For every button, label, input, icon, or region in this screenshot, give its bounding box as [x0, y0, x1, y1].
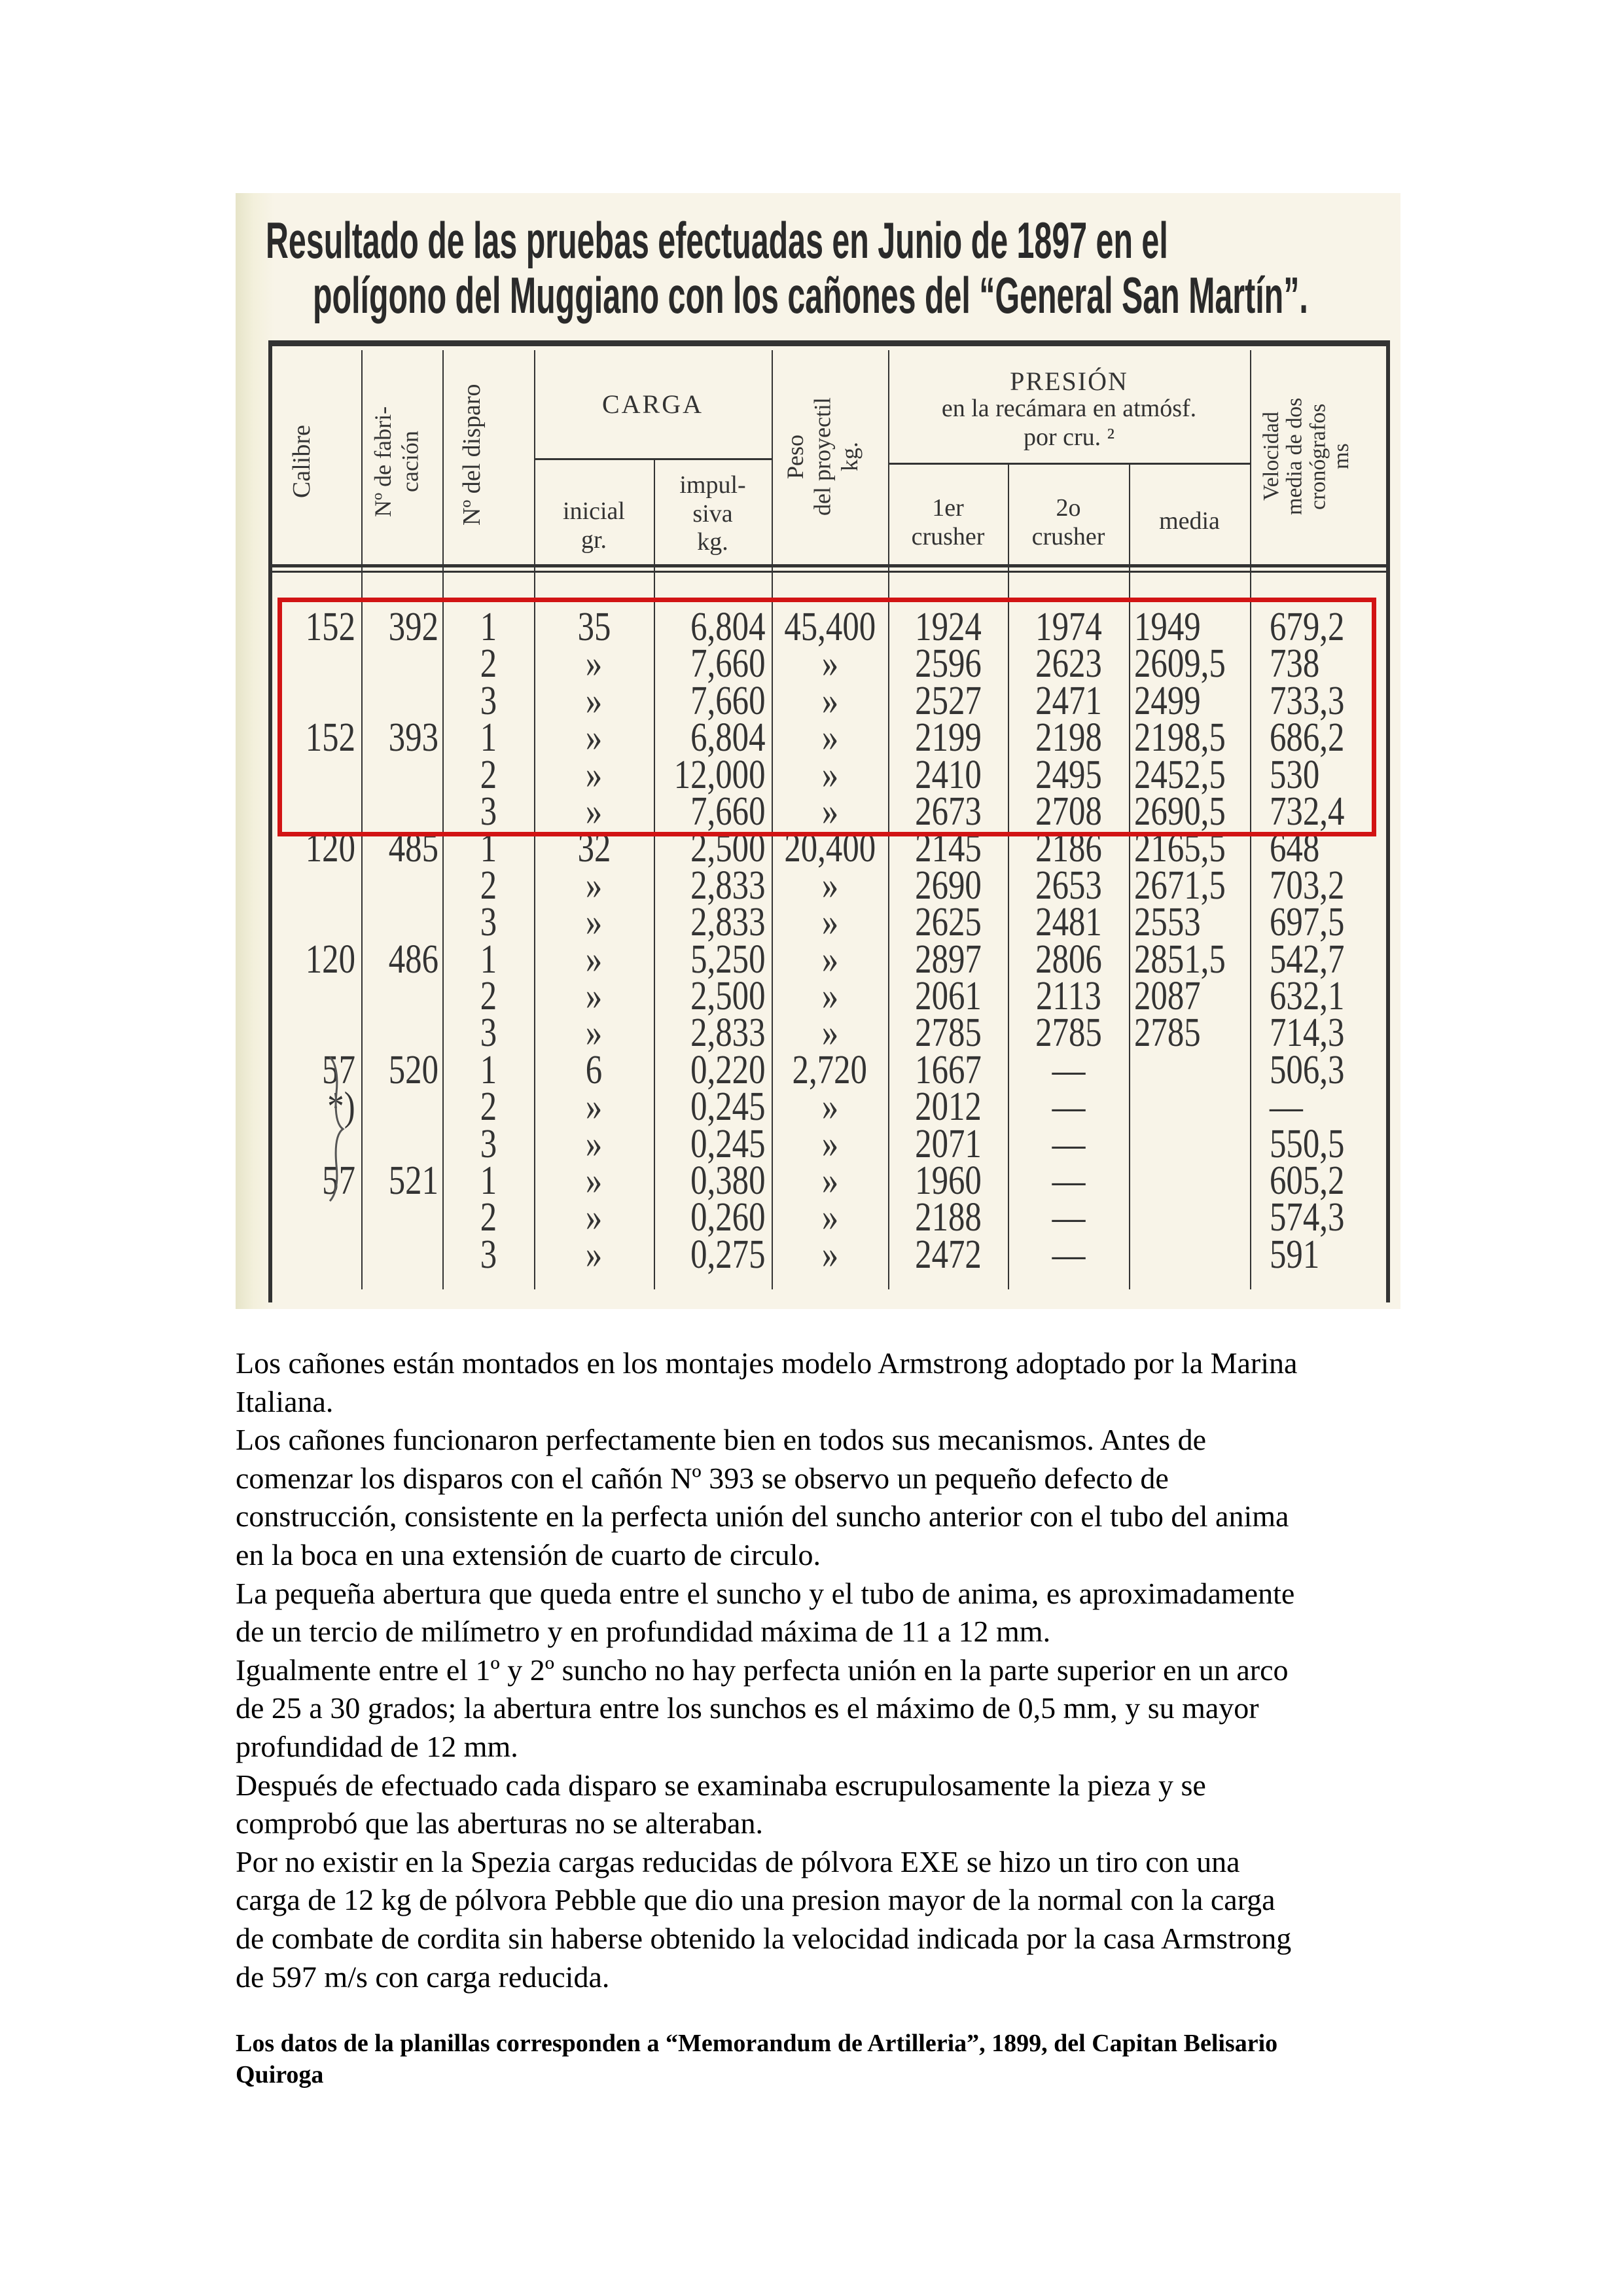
cell-value: 2012 [914, 1085, 982, 1130]
cell-crusher-2 [1008, 937, 1129, 982]
cell-value: 2481 [1035, 900, 1102, 945]
header-fabricacion: Nº de fabri- cación [370, 406, 423, 517]
cell-value: 2 [480, 974, 497, 1018]
cell-value: 0,260 [690, 1195, 765, 1240]
cell-value: 0,220 [690, 1047, 765, 1092]
cell-value: 2897 [914, 937, 982, 982]
cell-carga-impulsiva [654, 863, 765, 908]
cell-crusher-1 [888, 863, 1008, 908]
body-line: en la boca en una extensión de cuarto de circulo. [236, 1537, 821, 1571]
cell-carga-inicial [534, 1121, 654, 1166]
cell-value: 697,5 [1270, 900, 1345, 945]
header-velocidad: Velocidad media de dos cronógrafos ms [1259, 397, 1354, 516]
cell-crusher-2 [1008, 1011, 1129, 1056]
cell-value: » [821, 974, 838, 1018]
cell-carga-inicial [534, 900, 654, 945]
body-line: Después de efectuado cada disparo se examinaba escrupulosamente la pieza y se [236, 1768, 1206, 1802]
header-calibre: Calibre [288, 425, 315, 498]
cell-value: 2653 [1035, 863, 1102, 908]
cell-value: » [585, 1121, 603, 1166]
footnote-line: Quiroga [236, 2061, 324, 2089]
cell-value: 550,5 [1270, 1121, 1345, 1166]
body-line: construcción, consistente en la perfecta unión del suncho anterior con el tubo del anima [236, 1499, 1289, 1534]
cell-crusher-1 [888, 1232, 1008, 1277]
cell-value: 2499 [1134, 678, 1201, 723]
cell-value: 1949 [1134, 605, 1201, 649]
cell-carga-impulsiva [654, 900, 765, 945]
cell-value: » [821, 1085, 838, 1130]
cell-value: 6 [585, 1047, 603, 1092]
cell-value: » [585, 715, 603, 761]
cell-value: » [821, 641, 838, 687]
cell-value: 0,245 [690, 1085, 765, 1130]
cell-value: 2851,5 [1134, 937, 1226, 982]
body-paragraphs [236, 1344, 1414, 1996]
cell-value: 485 [388, 826, 438, 871]
body-line: profundidad de 12 mm. [236, 1729, 518, 1763]
cell-value: 2,833 [690, 900, 765, 945]
cell-carga-impulsiva [654, 1232, 765, 1277]
cell-value: 0,380 [690, 1158, 765, 1203]
footnote-line: Los datos de la planillas corresponden a “Memorandum de Artilleria”, 1899, del Capitan Belisario [236, 2030, 1278, 2057]
cell-crusher-2 [1008, 1085, 1129, 1130]
cell-crusher-2 [1008, 1195, 1129, 1240]
header-impulsiva: impul- siva kg. [679, 471, 746, 556]
cell-value: 1 [480, 826, 497, 871]
cell-value: 1924 [914, 605, 982, 649]
cell-value: 520 [388, 1047, 438, 1092]
cell-velocidad [1250, 1195, 1387, 1240]
cell-value: 6,804 [690, 715, 765, 761]
header-presion: PRESIÓN [1010, 367, 1128, 396]
cell-value: 12,000 [673, 752, 766, 797]
cell-fabricacion [361, 1047, 438, 1092]
cell-value: » [821, 752, 838, 797]
cell-carga-impulsiva [654, 1011, 765, 1056]
cell-value: 3 [480, 1121, 497, 1166]
cell-peso-proyectil [772, 1232, 888, 1277]
cell-value: 703,2 [1270, 863, 1345, 908]
cell-carga-inicial [534, 863, 654, 908]
cell-value: *) [327, 1085, 355, 1130]
cell-value: 714,3 [1270, 1011, 1345, 1056]
cell-value: » [585, 1085, 603, 1130]
cell-value: » [821, 1121, 838, 1166]
cell-velocidad [1250, 937, 1387, 982]
cell-value: 7,660 [690, 789, 765, 834]
cell-value: 2671,5 [1134, 863, 1226, 908]
cell-value: 2113 [1035, 974, 1101, 1018]
cell-crusher-1 [888, 1047, 1008, 1092]
cell-value: 120 [305, 826, 355, 871]
cell-disparo [442, 1232, 534, 1277]
cell-carga-inicial [534, 1085, 654, 1130]
cell-velocidad [1250, 900, 1387, 945]
body-line: Italiana. [236, 1384, 334, 1418]
cell-value: 605,2 [1270, 1158, 1345, 1203]
cell-carga-inicial [534, 1047, 654, 1092]
cell-value: 152 [305, 605, 355, 649]
cell-fabricacion [361, 1158, 438, 1203]
cell-value: 2471 [1035, 678, 1102, 723]
cell-value: 2,833 [690, 863, 765, 908]
table-title-line-1: Resultado de las pruebas efectuadas en Junio de 1897 en el [266, 211, 1168, 269]
cell-value: 2 [480, 641, 497, 687]
cell-value: — [1270, 1085, 1303, 1130]
cell-value: 2708 [1035, 789, 1102, 834]
cell-value: 45,400 [784, 605, 876, 649]
cell-crusher-1 [888, 937, 1008, 982]
cell-value: 2596 [914, 641, 982, 687]
cell-carga-inicial [534, 1158, 654, 1203]
cell-crusher-2 [1008, 974, 1129, 1018]
cell-value: » [585, 974, 603, 1018]
cell-carga-impulsiva [654, 1047, 765, 1092]
cell-value: 2 [480, 1195, 497, 1240]
cell-value: 2186 [1035, 826, 1102, 871]
cell-value: 3 [480, 678, 497, 723]
presion-sub-rule [888, 463, 1250, 465]
cell-value: 2145 [914, 826, 982, 871]
cell-disparo [442, 863, 534, 908]
cell-value: 738 [1270, 641, 1320, 687]
cell-velocidad [1250, 1158, 1387, 1203]
header-rule [270, 571, 1389, 573]
cell-value: 2527 [914, 678, 982, 723]
cell-value: 2087 [1134, 974, 1201, 1018]
cell-value: 2 [480, 863, 497, 908]
header-presion_sub: en la recámara en atmósf. por cru. ² [941, 395, 1197, 451]
cell-value: 2690,5 [1134, 789, 1226, 834]
cell-carga-impulsiva [654, 1085, 765, 1130]
cell-crusher-2 [1008, 1158, 1129, 1203]
cell-value: » [585, 752, 603, 797]
cell-carga-inicial [534, 1232, 654, 1277]
cell-value: 2452,5 [1134, 752, 1226, 797]
cell-disparo [442, 1047, 534, 1092]
cell-value: 2785 [1035, 1011, 1102, 1056]
cell-value: » [821, 1195, 838, 1240]
cell-value: 2199 [914, 715, 982, 761]
header-media: media [1159, 507, 1220, 535]
cell-peso-proyectil [772, 1085, 888, 1130]
cell-value: 7,660 [690, 678, 765, 723]
table-left-border [268, 340, 272, 1302]
cell-value: 2,500 [690, 974, 765, 1018]
cell-value: 152 [305, 715, 355, 761]
cell-value: 542,7 [1270, 937, 1345, 982]
table-top-border [270, 340, 1389, 346]
body-line: de 25 a 30 grados; la abertura entre los sunchos es el máximo de 0,5 mm, y su mayor [236, 1691, 1259, 1725]
body-line: Los cañones funcionaron perfectamente bien en todos sus mecanismos. Antes de [236, 1423, 1207, 1457]
cell-value: 2785 [1134, 1011, 1201, 1056]
cell-crusher-1 [888, 900, 1008, 945]
cell-velocidad [1250, 974, 1387, 1018]
cell-value: 2198 [1035, 715, 1102, 761]
body-line: Igualmente entre el 1º y 2º suncho no hay perfecta unión en la parte superior en un arco [236, 1653, 1289, 1687]
cell-crusher-2 [1008, 1232, 1129, 1277]
cell-presion-media [1129, 974, 1250, 1018]
cell-carga-impulsiva [654, 1158, 765, 1203]
cell-value: » [821, 1011, 838, 1056]
cell-value: 1 [480, 1158, 497, 1203]
cell-value: » [585, 641, 603, 687]
cell-value: 574,3 [1270, 1195, 1345, 1240]
cell-carga-impulsiva [654, 974, 765, 1018]
header-peso: Peso del proyectil kg. [782, 397, 863, 516]
body-line: carga de 12 kg de pólvora Pebble que dio una presion mayor de la normal con la carga [236, 1883, 1275, 1917]
cell-value: 686,2 [1270, 715, 1345, 761]
cell-value: 1 [480, 1047, 497, 1092]
cell-value: 521 [388, 1158, 438, 1203]
cell-crusher-1 [888, 1121, 1008, 1166]
header-crusher1: 1er crusher [911, 494, 985, 550]
cell-value: » [585, 1011, 603, 1056]
cell-value: 2785 [914, 1011, 982, 1056]
cell-value: » [821, 937, 838, 982]
highlight-rectangle [277, 598, 1376, 836]
cell-value: 591 [1270, 1232, 1320, 1277]
cell-carga-inicial [534, 1195, 654, 1240]
cell-velocidad [1250, 1085, 1387, 1130]
cell-peso-proyectil [772, 937, 888, 982]
cell-value: — [1052, 1158, 1085, 1203]
cell-value: 506,3 [1270, 1047, 1345, 1092]
cell-presion-media [1129, 900, 1250, 945]
source-footnote [236, 2028, 1414, 2090]
table-title-line-2: polígono del Muggiano con los cañones del “General San Martín”. [313, 266, 1308, 324]
cell-value: 7,660 [690, 641, 765, 687]
cell-value: 733,3 [1270, 678, 1345, 723]
cell-presion-media [1129, 1011, 1250, 1056]
cell-crusher-1 [888, 1158, 1008, 1203]
cell-velocidad [1250, 1121, 1387, 1166]
cell-value: 57 [322, 1158, 355, 1203]
cell-value: » [821, 900, 838, 945]
header-crusher2: 2o crusher [1031, 494, 1105, 550]
cell-presion-media [1129, 863, 1250, 908]
cell-value: 1974 [1035, 605, 1102, 649]
cell-value: 2061 [914, 974, 982, 1018]
cell-crusher-1 [888, 1195, 1008, 1240]
cell-value: 632,1 [1270, 974, 1345, 1018]
cell-value: 2472 [914, 1232, 982, 1277]
header-rule [270, 564, 1389, 567]
cell-value: 2495 [1035, 752, 1102, 797]
cell-value: 2188 [914, 1195, 982, 1240]
cell-value: » [585, 1232, 603, 1277]
cell-peso-proyectil [772, 1047, 888, 1092]
cell-value: 2,833 [690, 1011, 765, 1056]
cell-value: — [1052, 1232, 1085, 1277]
cell-value: 1960 [914, 1158, 982, 1203]
body-line: Los cañones están montados en los montajes modelo Armstrong adoptado por la Marina [236, 1346, 1298, 1380]
body-line: de 597 m/s con carga reducida. [236, 1960, 610, 1994]
cell-carga-inicial [534, 974, 654, 1018]
body-line: Por no existir en la Spezia cargas reducidas de pólvora EXE se hizo un tiro con una [236, 1844, 1240, 1878]
cell-disparo [442, 900, 534, 945]
cell-value: » [821, 1158, 838, 1203]
cell-value: 3 [480, 1011, 497, 1056]
cell-value: » [821, 715, 838, 761]
cell-value: » [585, 937, 603, 982]
cell-value: 1 [480, 937, 497, 982]
cell-value: 2623 [1035, 641, 1102, 687]
cell-value: 5,250 [690, 937, 765, 982]
cell-value: — [1052, 1195, 1085, 1240]
cell-value: 2673 [914, 789, 982, 834]
cell-peso-proyectil [772, 863, 888, 908]
cell-value: » [585, 900, 603, 945]
cell-value: 32 [577, 826, 611, 871]
cell-velocidad [1250, 1232, 1387, 1277]
cell-crusher-2 [1008, 900, 1129, 945]
cell-value: 2 [480, 1085, 497, 1130]
cell-peso-proyectil [772, 1195, 888, 1240]
cell-value: 2609,5 [1134, 641, 1226, 687]
cell-value: 530 [1270, 752, 1320, 797]
cell-value: 6,804 [690, 605, 765, 649]
body-line: de un tercio de milímetro y en profundidad máxima de 11 a 12 mm. [236, 1615, 1051, 1649]
cell-value: 2553 [1134, 900, 1201, 945]
cell-value: 1 [480, 605, 497, 649]
cell-peso-proyectil [772, 974, 888, 1018]
cell-value: » [585, 863, 603, 908]
cell-value: 1 [480, 715, 497, 761]
cell-presion-media [1129, 937, 1250, 982]
cell-value: 2198,5 [1134, 715, 1226, 761]
cell-value: 2,720 [792, 1047, 868, 1092]
cell-value: 57 [322, 1047, 355, 1092]
cell-peso-proyectil [772, 1158, 888, 1203]
cell-disparo [442, 1011, 534, 1056]
cell-value: 486 [388, 937, 438, 982]
cell-value: 393 [388, 715, 438, 761]
cell-value: 2165,5 [1134, 826, 1226, 871]
cell-value: 3 [480, 900, 497, 945]
cell-value: » [585, 789, 603, 834]
cell-disparo [442, 937, 534, 982]
header-carga: CARGA [601, 389, 704, 419]
cell-peso-proyectil [772, 900, 888, 945]
cell-value: » [821, 1232, 838, 1277]
cell-value: 2071 [914, 1121, 982, 1166]
cell-disparo [442, 974, 534, 1018]
cell-value: 2806 [1035, 937, 1102, 982]
cell-disparo [442, 1195, 534, 1240]
cell-carga-impulsiva [654, 937, 765, 982]
cell-velocidad [1250, 1047, 1387, 1092]
cell-value: 392 [388, 605, 438, 649]
body-line: comenzar los disparos con el cañón Nº 393 se observo un pequeño defecto de [236, 1461, 1169, 1495]
brace-mark [327, 1054, 347, 1204]
cell-value: » [821, 863, 838, 908]
cell-calibre [270, 937, 355, 982]
body-line: comprobó que las aberturas no se alteraban. [236, 1806, 763, 1840]
cell-value: 3 [480, 1232, 497, 1277]
carga-sub-rule [534, 458, 772, 460]
cell-value: 2625 [914, 900, 982, 945]
cell-value: » [585, 1195, 603, 1240]
header-inicial: inicial gr. [563, 497, 625, 554]
cell-value: 2,500 [690, 826, 765, 871]
cell-disparo [442, 1085, 534, 1130]
body-line: La pequeña abertura que queda entre el suncho y el tubo de anima, es aproximadamente [236, 1576, 1295, 1610]
cell-velocidad [1250, 863, 1387, 908]
cell-value: 2410 [914, 752, 982, 797]
cell-value: 120 [305, 937, 355, 982]
cell-disparo [442, 1121, 534, 1166]
cell-value: — [1052, 1047, 1085, 1092]
cell-crusher-1 [888, 974, 1008, 1018]
cell-peso-proyectil [772, 1011, 888, 1056]
cell-value: 1667 [914, 1047, 982, 1092]
header-disparo: Nº del disparo [458, 384, 486, 526]
cell-fabricacion [361, 937, 438, 982]
cell-value: 3 [480, 789, 497, 834]
cell-value: 20,400 [784, 826, 876, 871]
cell-value: 0,245 [690, 1121, 765, 1166]
cell-value: 648 [1270, 826, 1320, 871]
cell-carga-impulsiva [654, 1121, 765, 1166]
cell-crusher-2 [1008, 1047, 1129, 1092]
cell-carga-impulsiva [654, 1195, 765, 1240]
cell-value: » [821, 678, 838, 723]
cell-carga-inicial [534, 1011, 654, 1056]
cell-peso-proyectil [772, 1121, 888, 1166]
cell-value: 732,4 [1270, 789, 1345, 834]
cell-value: 679,2 [1270, 605, 1345, 649]
cell-value: 0,275 [690, 1232, 765, 1277]
cell-crusher-1 [888, 1085, 1008, 1130]
cell-disparo [442, 1158, 534, 1203]
cell-velocidad [1250, 1011, 1387, 1056]
cell-value: » [585, 678, 603, 723]
cell-crusher-2 [1008, 863, 1129, 908]
cell-crusher-2 [1008, 1121, 1129, 1166]
cell-crusher-1 [888, 1011, 1008, 1056]
cell-value: — [1052, 1085, 1085, 1130]
cell-value: 35 [577, 605, 611, 649]
cell-value: » [821, 789, 838, 834]
cell-value: 2 [480, 752, 497, 797]
cell-value: — [1052, 1121, 1085, 1166]
body-line: de combate de cordita sin haberse obtenido la velocidad indicada por la casa Armstrong [236, 1921, 1292, 1955]
cell-carga-inicial [534, 937, 654, 982]
cell-value: » [585, 1158, 603, 1203]
cell-value: 2690 [914, 863, 982, 908]
